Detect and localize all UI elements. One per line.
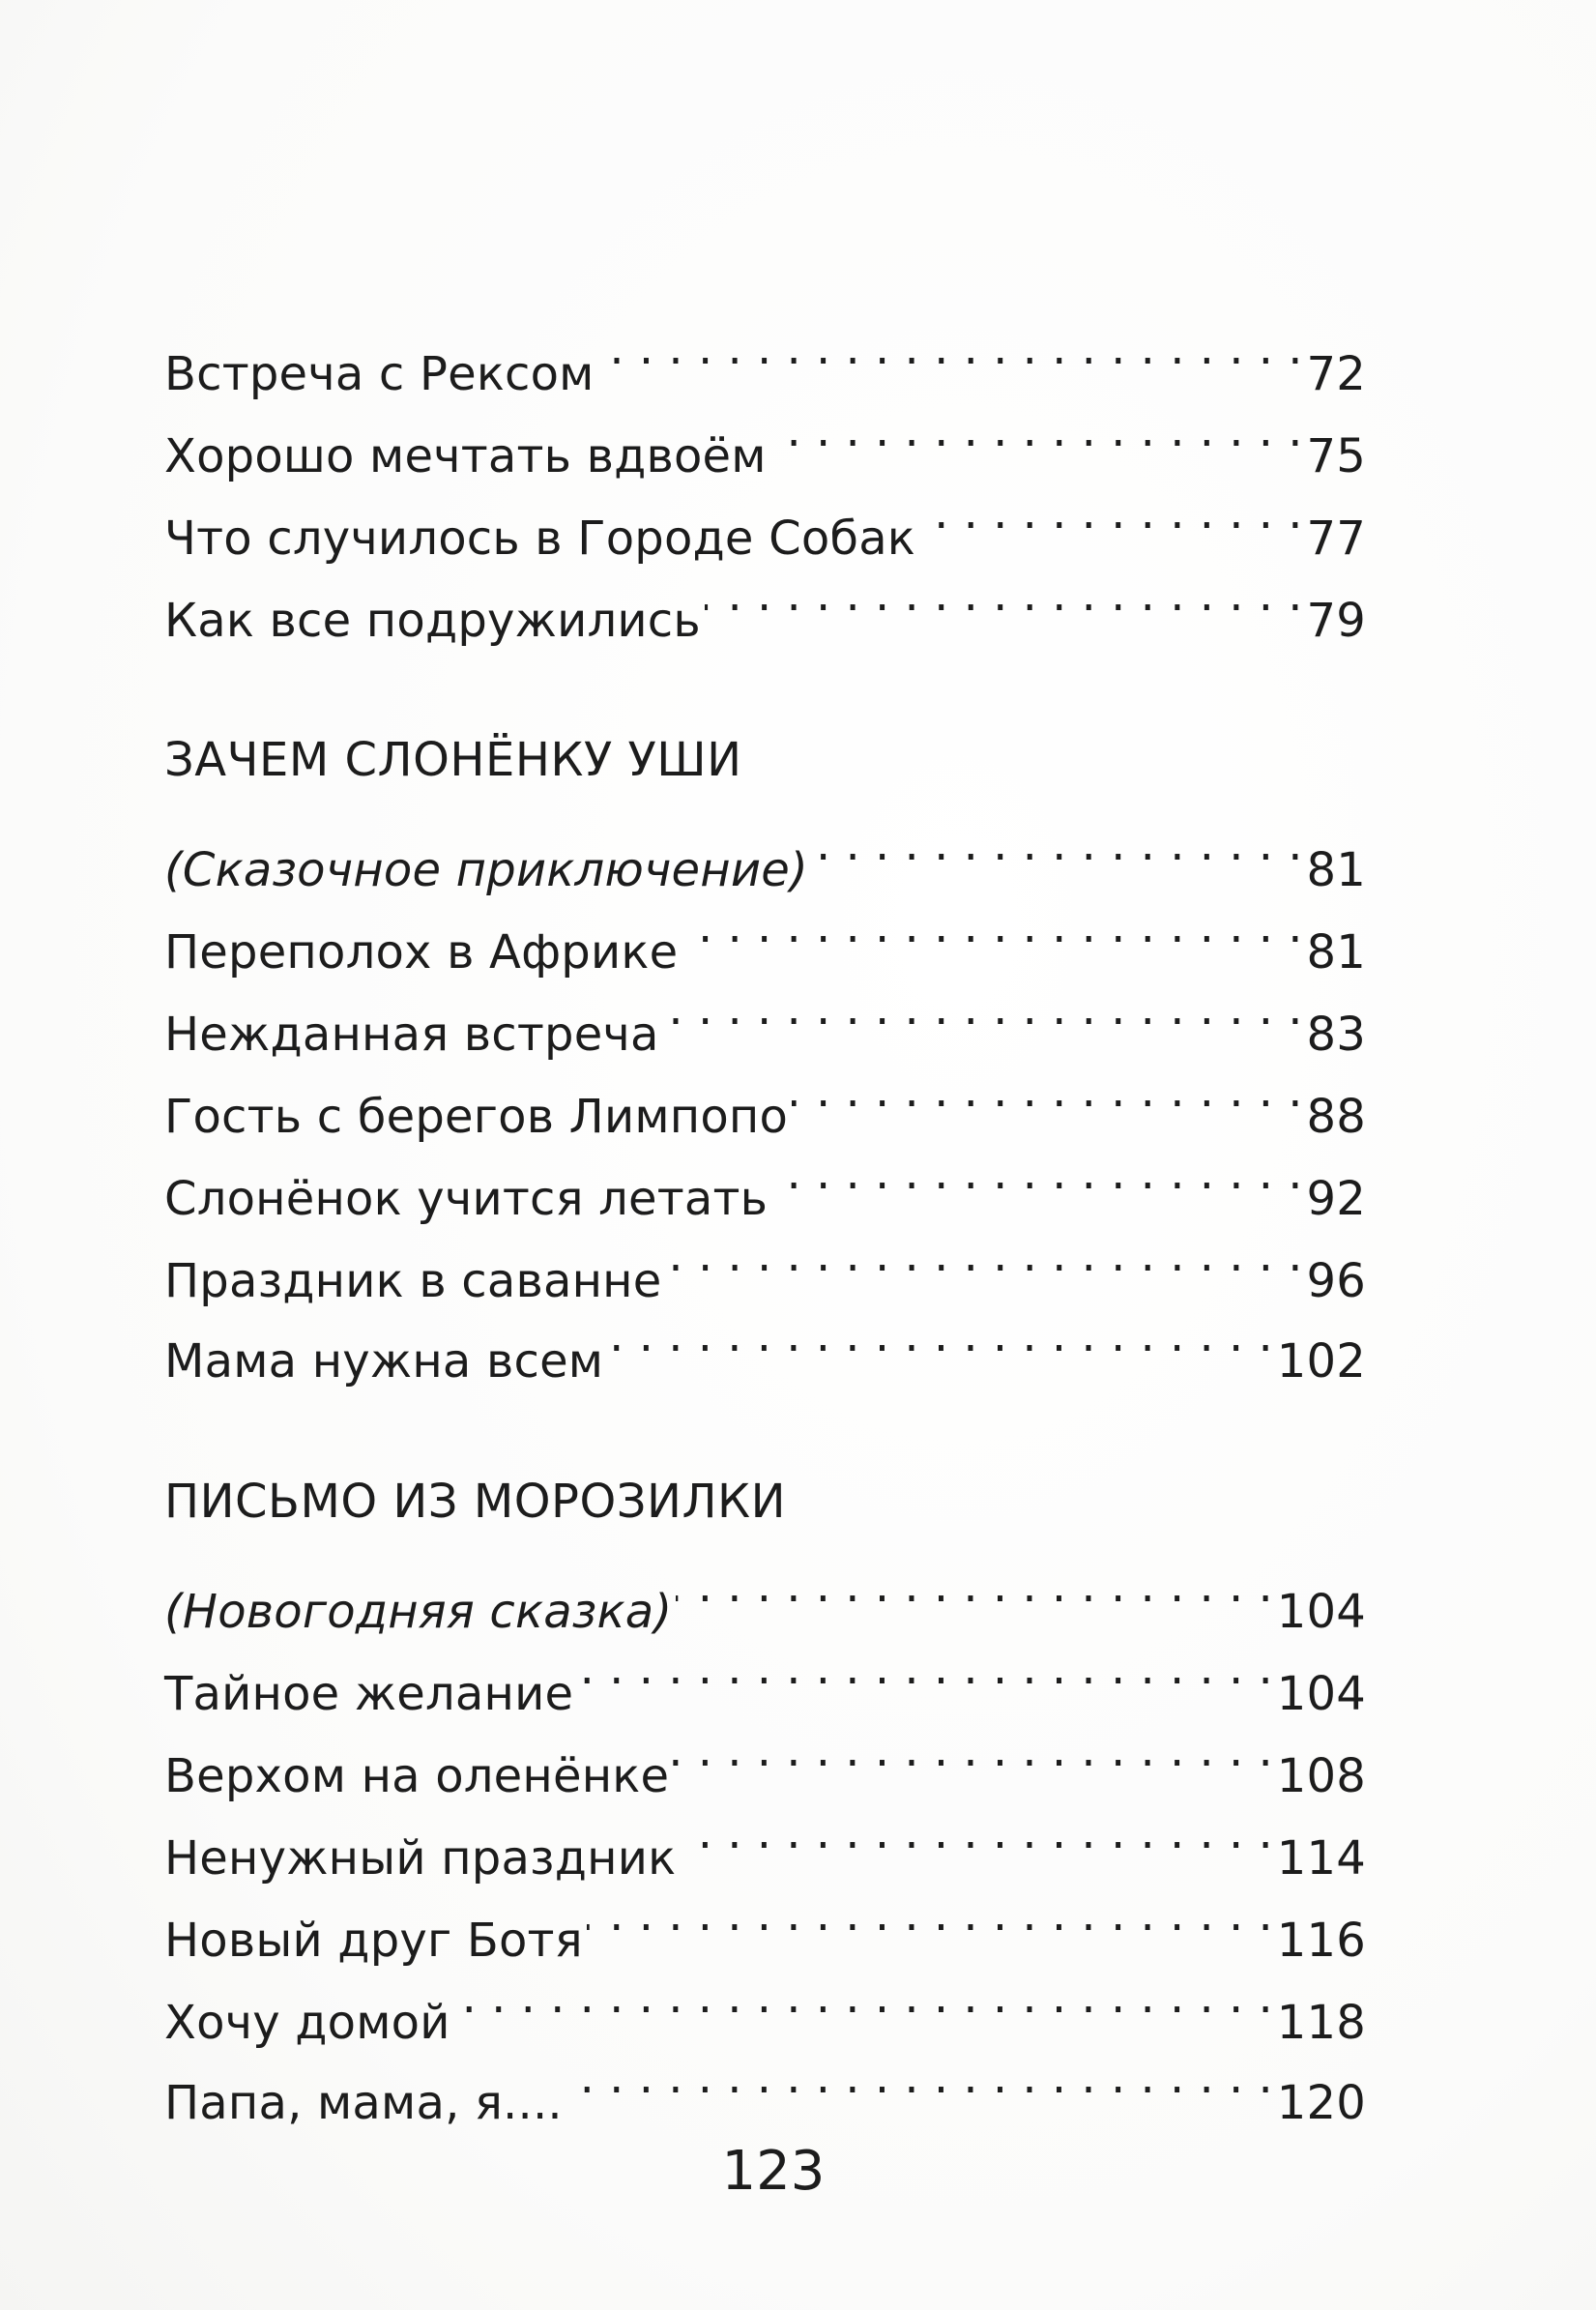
toc-entry-page: 92	[1306, 1172, 1366, 1226]
toc-entry-page: 77	[1306, 512, 1366, 566]
toc-entry	[164, 968, 1366, 1062]
dot-leader	[566, 2036, 1273, 2119]
dot-leader	[676, 1545, 1273, 1627]
dot-leader	[705, 554, 1303, 636]
toc-subtitle: (Новогодняя сказка)	[164, 1585, 673, 1639]
toc-subtitle: (Сказочное приключение)	[164, 843, 808, 897]
toc-entry-page: 96	[1306, 1254, 1366, 1308]
toc-entry-page: 102	[1276, 1334, 1366, 1389]
dot-leader	[771, 1132, 1302, 1214]
dot-leader	[770, 390, 1303, 472]
toc-entry	[164, 472, 1366, 566]
toc-entry-title: Папа, мама, я....	[164, 2076, 563, 2130]
toc-entry-title: Нежданная встреча	[164, 1008, 659, 1062]
page-number: 123	[721, 2140, 826, 2203]
toc-entry-page: 88	[1306, 1090, 1366, 1144]
toc-entry	[164, 554, 1366, 648]
toc-entry-title: Гость с берегов Лимпопо	[164, 1090, 789, 1144]
toc-entry	[164, 1132, 1366, 1226]
toc-entry-title: Хорошо мечтать вдвоём	[164, 429, 767, 483]
toc-entry-page: 72	[1306, 347, 1366, 401]
toc-subtitle-entry	[164, 804, 1366, 897]
toc-entry-title: Праздник в саванне	[164, 1254, 662, 1308]
dot-leader	[598, 307, 1303, 390]
toc-entry	[164, 1295, 1366, 1389]
toc-entry	[164, 1214, 1366, 1308]
toc-entry-title: Слонёнок учится летать	[164, 1172, 769, 1226]
section-heading: ПИСЬМО ИЗ МОРОЗИЛКИ	[164, 1475, 787, 1529]
dot-leader	[792, 1050, 1302, 1132]
toc-entry-page: 108	[1276, 1749, 1366, 1803]
dot-leader	[454, 1956, 1273, 2038]
toc-entry-page: 75	[1306, 429, 1366, 483]
toc-entry-title: Ненужный праздник	[164, 1831, 677, 1886]
toc-entry-page: 114	[1276, 1831, 1366, 1886]
dot-leader	[680, 1792, 1272, 1874]
section-heading: ЗАЧЕМ СЛОНЁНКУ УШИ	[164, 733, 742, 787]
toc-entry-title: Хочу домой	[164, 1996, 450, 2050]
dot-leader	[577, 1627, 1273, 1710]
toc-entry	[164, 1792, 1366, 1886]
toc-entry-title: Переполох в Африке	[164, 925, 679, 980]
dot-leader	[682, 886, 1302, 968]
dot-leader	[587, 1874, 1273, 1956]
toc-entry	[164, 390, 1366, 483]
dot-leader	[665, 1214, 1302, 1297]
toc-entry	[164, 1050, 1366, 1144]
dot-leader	[673, 1710, 1273, 1792]
toc-entry	[164, 2036, 1366, 2130]
toc-subtitle-entry	[164, 1545, 1366, 1639]
toc-entry	[164, 1874, 1366, 1968]
toc-entry-title: Встреча с Рексом	[164, 347, 595, 401]
toc-entry-page: 120	[1276, 2076, 1366, 2130]
toc-entry-page: 81	[1306, 843, 1366, 897]
toc-entry-page: 81	[1306, 925, 1366, 980]
toc-entry-title: Новый друг Ботя	[164, 1914, 583, 1968]
toc-entry-page: 79	[1306, 594, 1366, 648]
toc-entry-title: Тайное желание	[164, 1667, 574, 1721]
dot-leader	[663, 968, 1303, 1050]
toc-entry	[164, 1627, 1366, 1721]
dot-leader	[812, 804, 1303, 886]
toc-entry	[164, 886, 1366, 980]
toc-entry-page: 116	[1276, 1914, 1366, 1968]
toc-entry-page: 83	[1306, 1008, 1366, 1062]
toc-entry-title: Что случилось в Городе Собак	[164, 512, 915, 566]
toc-entry	[164, 1956, 1366, 2050]
toc-entry-title: Как все подружились	[164, 594, 701, 648]
toc-entry-page: 104	[1276, 1585, 1366, 1639]
toc-entry	[164, 307, 1366, 401]
toc-entry	[164, 1710, 1366, 1803]
toc-entry-page: 118	[1276, 1996, 1366, 2050]
dot-leader	[607, 1295, 1273, 1377]
dot-leader	[919, 472, 1303, 554]
toc-entry-page: 104	[1276, 1667, 1366, 1721]
toc-entry-title: Мама нужна всем	[164, 1334, 604, 1389]
toc-entry-title: Верхом на оленёнке	[164, 1749, 670, 1803]
